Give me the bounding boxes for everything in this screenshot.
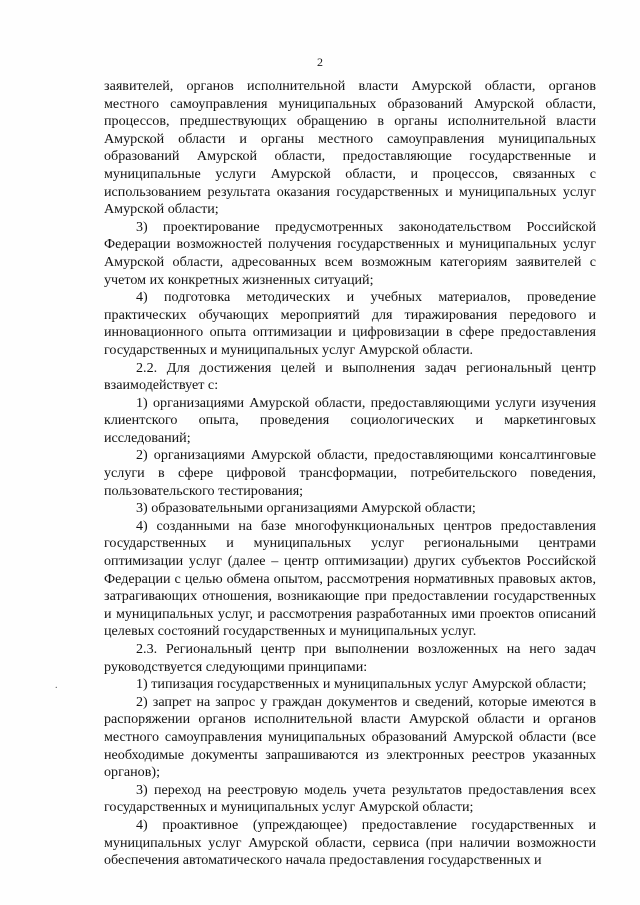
page-number: 2 (317, 55, 323, 69)
paragraph-interaction-2: 2) организациями Амурской области, предоставляющими консалтинговые услуги в сфере цифровой трансформации, потребительского поведения, пользовательского тестирования; (104, 447, 596, 499)
paragraph-principle-3: 3) переход на реестровую модель учета результатов предоставления всех государственных и муниципальных услуг Амурской области; (104, 781, 596, 816)
document-body (104, 78, 596, 870)
paragraph-interaction-1: 1) организациями Амурской области, предоставляющими услуги изучения клиентского опыта, проведения социологических и маркетинговых исследований; (104, 394, 596, 446)
paragraph-principle-2: 2) запрет на запрос у граждан документов и сведений, которые имеются в распоряжении органов исполнительной власти Амурской области и органов местного самоуправления муниципальных образований Амурской области (все необходимые документы запрашиваются из электронных реестров указанных органов); (104, 693, 596, 781)
paragraph-principle-1: 1) типизация государственных и муниципальных услуг Амурской области; (136, 676, 587, 693)
paragraph-section-2-3: 2.3. Региональный центр при выполнении возложенных на него задач руководствуется следующими принципами: (104, 641, 596, 675)
margin-mark: . (55, 680, 58, 691)
paragraph-section-2-2: 2.2. Для достижения целей и выполнения задач региональный центр взаимодействует с: (104, 359, 596, 394)
paragraph-interaction-4: 4) созданными на базе многофункциональных центров предоставления государственных и муниципальных услуг региональными центрами оптимизации услуг (далее – центр оптимизации) других субъектов Российской Федерации с целью обмена опытом, рассмотрения нормативных правовых актов, затрагивающих отношения, возникающие при предоставлении государственных и муниципальных услуг, и рассмотрения разработанных ими проектов описаний целевых состояний государственных и муниципальных услуг. (104, 517, 596, 640)
paragraph-interaction-3: 3) образовательными организациями Амурской области; (136, 500, 476, 517)
paragraph-principle-4: 4) проактивное (упреждающее) предоставление государственных и муниципальных услуг Амурской области, сервиса (при наличии возможности обеспечения автоматического начала предоставления государственных и (104, 816, 596, 869)
paragraph-continuation: заявителей, органов исполнительной власти Амурской области, органов местного самоуправления муниципальных образований Амурской области, процессов, предшествующих обращению в органы исполнительной власти Амурской области и органы местного самоуправления муниципальных образований Амурской области, предоставляющие государственные и муниципальные услуги Амурской области, и процессов, связанных с использованием результата оказания государственных и муниципальных услуг Амурской области; (104, 78, 596, 218)
paragraph-item-4-materials: 4) подготовка методических и учебных материалов, проведение практических обучающих мероприятий для тиражирования передового и инновационного опыта оптимизации и цифровизации в сфере предоставления государственных и муниципальных услуг Амурской области. (104, 289, 596, 358)
paragraph-item-3-design: 3) проектирование предусмотренных законодательством Российской Федерации возможностей получения государственных и муниципальных услуг Амурской области, адресованных всем возможным категориям заявителей с учетом их конкретных жизненных ситуаций; (104, 218, 596, 288)
